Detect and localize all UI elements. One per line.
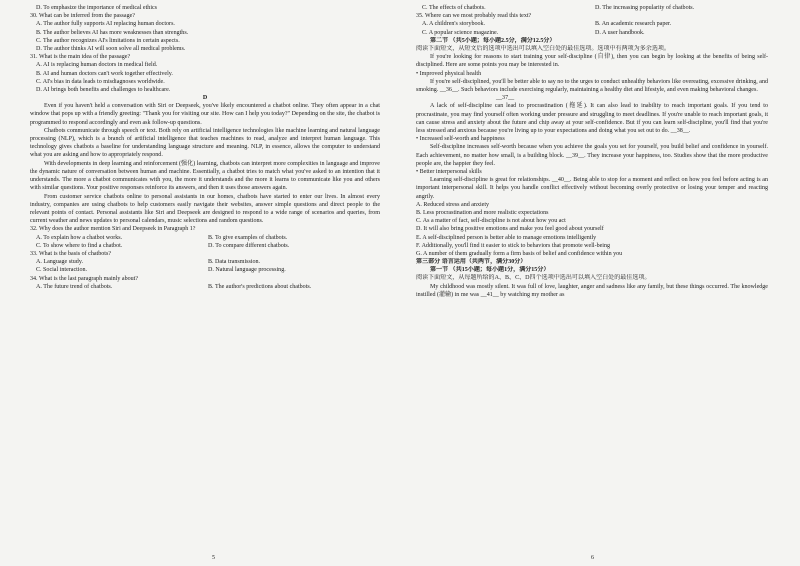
right-page — [416, 4, 768, 299]
heading-self-worth: • Increased self-worth and happiness — [416, 136, 505, 143]
q33-stem: 33. What is the basis of chatbots? — [30, 250, 112, 257]
section-1-instructions: 阅读下面短文，从每题所给的A、B、C、D四个选项中选出可以填入空白处的最佳选项。 — [416, 275, 651, 282]
passage-d-paragraph-3: With developments in deep learning and reinforcement (强化) learning, chatbots can interpret more complexities in language and improve the dynamic nature of conversation between human and machine. Essentially, a chatbot tries to match what you've asked to an intention that it understands. The more a chatbot communicates with you, the more it understands and the more it learns to communicate like you and others with similar questions. Your positive responses reinforce its answers, and then it uses those answers again. — [30, 160, 380, 192]
heading-interpersonal: • Better interpersonal skills — [416, 168, 482, 175]
q32-option-d: D. To compare different chatbots. — [208, 242, 290, 249]
q30-option-d: D. The author thinks AI will soon solve all medical problems. — [36, 45, 186, 52]
q33-option-a: A. Language study. — [36, 259, 83, 266]
paragraph-interpersonal: Learning self-discipline is great for relationships. __40__. Being able to stop for a moment and reflect on how you feel before acting is an important interpersonal skill. It helps you handle conflict effectively without becoming overly protective or losing your temper and reacting angrily. — [416, 177, 768, 200]
q31-stem: 31. What is the main idea of the passage? — [30, 54, 131, 61]
q33-option-b: B. Data transmission. — [208, 259, 261, 266]
option-f: F. Additionally, you'll find it easier to stick to behaviors that promote well-being — [416, 242, 611, 249]
option-b: B. Less procrastination and more realistic expectations — [416, 209, 549, 216]
section-2-title: 第二节 （共5小题；每小题2.5分，满分12.5分） — [430, 37, 556, 44]
passage-d-paragraph-1: Even if you haven't held a conversation with Siri or Deepseek, you've likely encountered a chatbot online. They often appear in a chat window that pops up with a friendly greeting: "Thank you for visiting our site. How can I help you today?" Depending on the site, the chatbot is programmed to respond accordingly and even ask follow-up questions. — [30, 103, 380, 126]
option-g: G. A number of them gradually form a firm basis of belief and confidence within you — [416, 250, 623, 257]
part-3-title: 第三部分 语言运用（共两节，满分30分） — [416, 259, 527, 266]
q34-option-b: B. The author's predictions about chatbots. — [208, 283, 312, 290]
cloze-intro: If you're looking for reasons to start training your self-discipline (自律), then you can begin by looking at the benefits of being self-disciplined. Here are some points you may be interested in. — [416, 54, 768, 69]
q33-options-row-1 — [30, 258, 380, 266]
q32-option-b: B. To give examples of chatbots. — [208, 234, 288, 241]
q35-option-a: A. A children's storybook. — [422, 21, 486, 28]
q34-option-d: D. The increasing popularity of chatbots. — [595, 5, 695, 11]
option-a: A. Reduced stress and anxiety — [416, 201, 490, 208]
paragraph-physical-health: If you're self-disciplined, you'll be better able to say no to the urges to conduct unhealthy behaviors like overeating, excessive drinking, and smoking. __36__. Such behaviors include exercising regularly, maintaining a healthy diet and lifestyle, and even making behavioral changes. — [416, 78, 768, 93]
q32-options-row-1 — [30, 234, 380, 242]
q34-option-a: A. The future trend of chatbots. — [36, 283, 113, 290]
q32-stem: 32. Why does the author mention Siri and Deepseek in Paragraph 1? — [30, 226, 196, 233]
passage-d-heading: D — [202, 95, 208, 102]
q35-options-row-2 — [416, 29, 768, 37]
q29-option-d: D. To emphasize the importance of medical ethics — [36, 5, 158, 11]
section-2-instructions: 阅读下面短文，从短文后的选项中选出可以填入空白处的最佳选项。选项中有两项为多余选项。 — [416, 45, 670, 52]
q32-options-row-2 — [30, 242, 380, 250]
option-e: E. A self-disciplined person is better able to manage emotions intelligently — [416, 234, 597, 241]
page-number-left: 5 — [212, 555, 215, 561]
heading-physical-health: • Improved physical health — [416, 70, 482, 77]
page-number-right: 6 — [591, 555, 594, 561]
option-d: D. It will also bring positive emotions and make you feel good about yourself — [416, 226, 604, 233]
q35-option-b: B. An academic research paper. — [595, 21, 672, 28]
paragraph-procrastination: A lack of self-discipline can lead to procrastination (拖延). It can also lead to inability to reach important goals. If you tend to procrastinate, you may find yourself often working under pressure and struggling to meet deadlines. If you're unable to reach important goals, it can cause stress and anxiety about the future and chip away at your self-confidence. But if you can learn self-discipline, you'll find that you're less stressed and anxious because you're living up to your expectations and doing what you set out to do. __38__. — [416, 103, 768, 134]
option-c: C. As a matter of fact, self-discipline is not about how you act — [416, 218, 566, 225]
q33-options-row-2 — [30, 266, 380, 274]
left-page — [30, 4, 380, 291]
q35-option-c: C. A popular science magazine. — [422, 29, 499, 36]
q31-option-a: A. AI is replacing human doctors in medical field. — [36, 62, 158, 69]
q35-options-row-1 — [416, 20, 768, 28]
q31-option-c: C. AI's bias in data leads to misdiagnoses worldwide. — [36, 78, 165, 85]
paragraph-self-worth: Self-discipline increases self-worth because when you achieve the goals you set for yourself, you build belief and confidence in yourself. Each achievement, no matter how small, is a building block. __39__. They increase your happiness, too. Studies show that the more productive people are, the happier they feel. — [416, 144, 768, 167]
q30-option-b: B. The author believes AI has more weaknesses than strengths. — [36, 29, 189, 36]
q33-option-d: D. Natural language processing. — [208, 267, 286, 274]
section-1-title: 第一节 （共15小题；每小题1分，满分15分） — [430, 267, 550, 274]
q34-stem: 34. What is the last paragraph mainly about? — [30, 275, 139, 282]
q34-options-row-2 — [416, 4, 768, 12]
q35-stem: 35. Where can we most probably read this text? — [416, 13, 532, 20]
blank-37: __37__ — [496, 95, 515, 102]
q32-option-a: A. To explain how a chatbot works. — [36, 234, 123, 241]
passage-d-paragraph-2: Chatbots communicate through speech or text. Both rely on artificial intelligence technologies like machine learning and natural language processing (NLP), which is a branch of artificial intelligence that teaches machines to read, analyze and interpret human language. This technology gives chatbots a baseline for understanding language structure and meaning. NLP, in essence, allows the computer to understand what you are asking and how to appropriately respond. — [30, 127, 380, 159]
q33-option-c: C. Social interaction. — [36, 267, 88, 274]
q30-stem: 30. What can be inferred from the passage? — [30, 13, 135, 20]
cloze-paragraph-1: My childhood was mostly silent. It was full of love, laughter, anger and sadness like any family, but these things occurred. The knowledge instilled (灌输) in me was __41__ by watching my mother as — [416, 283, 768, 298]
q31-option-b: B. AI and human doctors can't work together effectively. — [36, 70, 173, 77]
q32-option-c: C. To show where to find a chatbot. — [36, 242, 123, 249]
q34-option-c: C. The effects of chatbots. — [422, 5, 486, 11]
q35-option-d: D. A user handbook. — [595, 29, 645, 36]
q30-option-a: A. The author fully supports AI replacing human doctors. — [36, 21, 175, 28]
q34-options-row-1 — [30, 283, 380, 291]
q31-option-d: D. AI brings both benefits and challenges to healthcare. — [36, 86, 171, 93]
passage-d-paragraph-4: From customer service chatbots online to personal assistants in our homes, chatbots have started to enter our lives. In almost every industry, companies are using chatbots to help customers easily navigate their websites, answer simple questions and direct people to the relevant points of contact. Personal assistants like Siri and Deepseek are designed to respond to a wide range of scenarios and queries, from current weather and news updates to personal calendars, music selections and random questions. — [30, 193, 380, 225]
q30-option-c: C. The author recognizes AI's limitations in certain aspects. — [36, 37, 180, 44]
